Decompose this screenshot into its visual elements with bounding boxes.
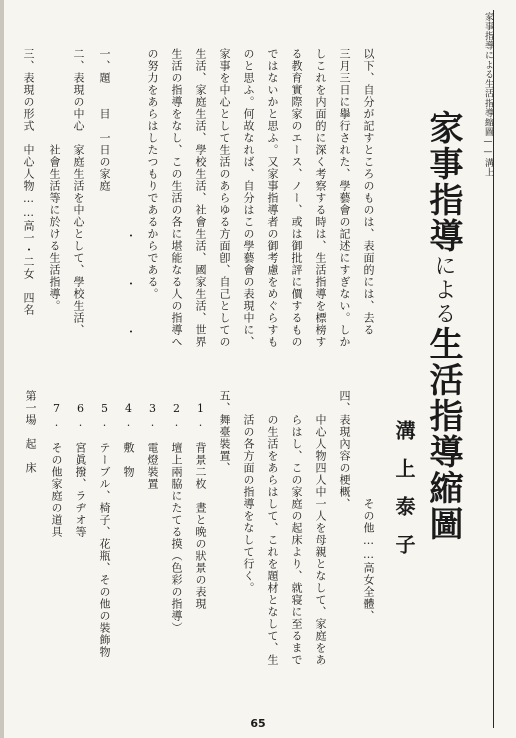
title-part-1: 家事指導	[423, 110, 463, 254]
list-item: らはし、この家庭の起床より、就寝に至るまで	[290, 390, 303, 666]
list-item: 二、表現の中心 家庭生活を中心として、學校生活、	[72, 48, 85, 336]
list-item: 一、題 目 一日の家庭	[98, 48, 111, 192]
list-item: 4. 敷 物	[122, 390, 135, 478]
list-item: 第一場 起 床	[24, 390, 37, 474]
title-particle: による	[431, 254, 456, 326]
list-item: 2. 壇上兩脇にたてる摸（色彩の指導）	[170, 390, 183, 634]
intro-line: のと思ふ。何故なれば、自分はこの學藝會の表現中に、	[242, 48, 255, 348]
intro-line: 三月三日に擧行された、學藝會の記述にすぎない。しか	[338, 48, 351, 348]
title-part-2: 生活指導縮圖	[423, 326, 463, 542]
list-item: 社會生活等に於ける生活指導。	[48, 48, 61, 312]
intro-line: の努力をあらはしたつもりであるからである。	[146, 48, 159, 300]
list-item: 中心人物四人中一人を母親となして、家庭をあ	[314, 390, 327, 666]
list-item: 6. 宮眞撥、ラヂオ等	[74, 390, 87, 538]
list-item: 7. その他家庭の道具	[50, 390, 63, 538]
author-name: 溝上泰子	[392, 420, 416, 572]
list-item: 三、表現の形式 中心人物……高一・二女 四名	[22, 48, 35, 316]
list-item: 五、舞臺裝置、	[218, 390, 231, 474]
list-item: その他……高女全體、	[362, 390, 375, 622]
list-item: の生活をあらはして、これを題材となして、生	[266, 390, 279, 666]
list-item: 活の各方面の指導をなして行く。	[242, 390, 255, 594]
header-rule	[493, 10, 494, 728]
intro-line: 生活、家庭生活、學校生活、社會生活、國家生活、世界	[194, 48, 207, 348]
list-item: 1. 背景二枚 晝と晩の狀景の表現	[194, 390, 207, 610]
separator-dots: ・ ・ ・	[124, 230, 137, 338]
list-item: 5. テーブル、椅子、花瓶、その他の裝飾物	[98, 390, 111, 658]
intro-line: 家事を中心として生活のあらゆる方面卽、自己としての	[218, 48, 231, 348]
article-title	[423, 110, 463, 542]
list-item: 3. 電燈裝置	[146, 390, 159, 490]
intro-line: 生活の指導をなし、この生活の各に堪能なる人の指導へ	[170, 48, 183, 348]
intro-line: しこれを内面的に深く考察する時は、生活指導を標榜す	[314, 48, 327, 348]
running-header: 家事指導による生活指導縮圖——溝上	[483, 12, 493, 178]
intro-line: ではないかと思ふ。又家事指導者の御考慮をめぐらすも	[266, 48, 279, 348]
intro-line: る教育實際家のエース、ノー、或は御批評に價するもの	[290, 48, 303, 348]
intro-line: 以下、自分が記すところのものは、表面的には、去る	[362, 48, 375, 336]
page-number: 65	[250, 717, 266, 730]
list-item: 四、表現內容の梗概、	[338, 390, 351, 510]
page-edge	[0, 0, 4, 738]
